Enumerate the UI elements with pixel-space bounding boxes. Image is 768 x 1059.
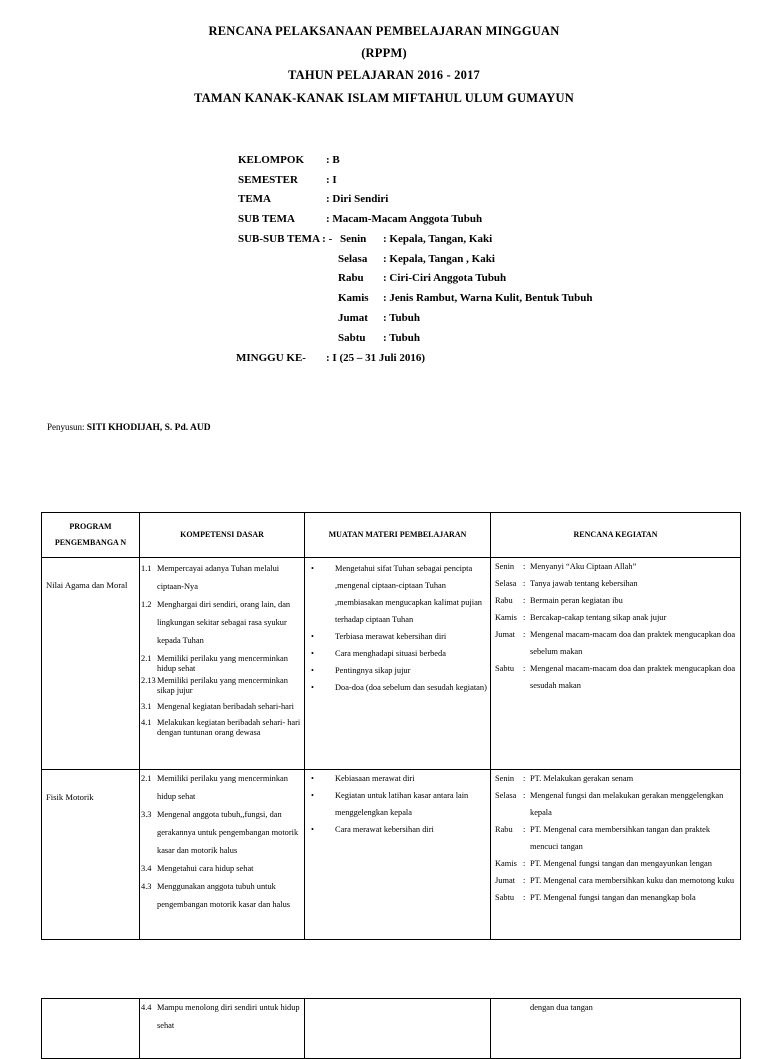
school-name: TAMAN KANAK-KANAK ISLAM MIFTAHUL ULUM GUMAYUN <box>194 91 574 105</box>
rk-item: Selasa : Mengenal fungsi dan melakukan gerakan menggelengkan kepala <box>495 791 724 817</box>
day-selasa: Selasa <box>338 253 368 265</box>
kd-item: 1.1 Mempercayai adanya Tuhan melalui ciptaan-Nya <box>141 564 280 591</box>
kelompok-value: : B <box>326 154 340 166</box>
table-row <box>42 770 741 940</box>
header-mm: MUATAN MATERI PEMBELAJARAN <box>305 513 491 558</box>
semester-value: : I <box>326 174 337 186</box>
day-sabtu-value: : Tubuh <box>383 332 421 344</box>
minggu-value: : I (25 – 31 Juli 2016) <box>326 352 425 364</box>
rk-item: Rabu : Bermain peran kegiatan ibu <box>495 596 623 605</box>
mm-item: • Pentingnya sikap jujur <box>311 666 411 675</box>
doc-title: RENCANA PELAKSANAAN PEMBELAJARAN MINGGUAN <box>208 24 560 38</box>
kd-item: 4.4 Mampu menolong diri sendiri untuk hidup sehat <box>141 1003 300 1030</box>
subsubtema-label: SUB-SUB TEMA : - <box>238 233 333 245</box>
rk-item: Sabtu : PT. Mengenal fungsi tangan dan menangkap bola <box>495 893 696 902</box>
rk-item: Selasa : Tanya jawab tentang kebersihan <box>495 579 638 588</box>
kd-item: 2.1 Memiliki perilaku yang mencerminkan hidup sehat <box>141 774 288 801</box>
kd-item: 2.1 Memiliki perilaku yang mencerminkan hidup sehat <box>141 654 288 673</box>
subtema-value: : Macam-Macam Anggota Tubuh <box>326 213 483 225</box>
day-rabu-value: : Ciri-Ciri Anggota Tubuh <box>383 272 507 284</box>
mm-item: • Kegiatan untuk latihan kasar antara lain menggelengkan kepala <box>311 791 469 817</box>
day-jumat: Jumat <box>338 312 368 324</box>
rk-item: Kamis : Bercakap-cakap tentang sikap anak jujur <box>495 613 667 622</box>
header-program: PROGRAM PENGEMBANGA N <box>42 513 140 558</box>
rk-item: Jumat : PT. Mengenal cara membersihkan kuku dan memotong kuku <box>495 876 735 885</box>
kd-item: 4.3 Menggunakan anggota tubuh untuk pengembangan motorik kasar dan halus <box>141 882 291 909</box>
mm-item: • Doa-doa (doa sebelum dan sesudah kegiatan) <box>311 683 487 692</box>
author-name: SITI KHODIJAH, S. Pd. AUD <box>86 423 211 433</box>
kd-cell <box>140 770 305 940</box>
kelompok-label: KELOMPOK <box>238 154 304 166</box>
day-selasa-value: : Kepala, Tangan , Kaki <box>383 253 495 265</box>
program-cell <box>42 999 140 1059</box>
tema-value: : Diri Sendiri <box>326 193 389 205</box>
rppm-table-continuation <box>41 998 741 1059</box>
mm-item: • Mengetahui sifat Tuhan sebagai pencipta ,mengenal ciptaan-ciptaan Tuhan ,membiasakan mengucapkan kalimat pujian terhadap ciptaan Tuhan <box>311 564 482 624</box>
rk-item: dengan dua tangan <box>530 1003 593 1012</box>
header-kd: KOMPETENSI DASAR <box>140 513 305 558</box>
tema-label: TEMA <box>238 193 271 205</box>
doc-subtitle: (RPPM) <box>361 46 407 60</box>
kd-item: 1.2 Menghargai diri sendiri, orang lain, dan lingkungan sekitar sebagai rasa syukur kepada Tuhan <box>141 600 291 645</box>
rk-item: Rabu : PT. Mengenal cara membersihkan tangan dan praktek mencuci tangan <box>495 825 711 851</box>
rk-item: Jumat : Mengenal macam-macam doa dan praktek mengucapkan doa sebelum makan <box>495 630 736 656</box>
day-rabu: Rabu <box>338 272 364 284</box>
day-senin-value: : Kepala, Tangan, Kaki <box>383 233 493 245</box>
kd-item: 3.3 Mengenal anggota tubuh,,fungsi, dan gerakannya untuk pengembangan motorik kasar dan motorik halus <box>141 810 299 855</box>
day-jumat-value: : Tubuh <box>383 312 421 324</box>
kd-item: 3.1 Mengenal kegiatan beribadah sehari-hari <box>141 702 294 711</box>
mm-cell <box>305 999 491 1059</box>
mm-item: • Cara merawat kebersihan diri <box>311 825 434 834</box>
rk-item: Senin : Menyanyi “Aku Ciptaan Allah” <box>495 562 637 571</box>
subtema-label: SUB TEMA <box>238 213 295 225</box>
kd-item: 3.4 Mengetahui cara hidup sehat <box>141 864 254 873</box>
rk-item: Sabtu : Mengenal macam-macam doa dan praktek mengucapkan doa sesudah makan <box>495 664 736 690</box>
day-senin: Senin <box>340 233 367 245</box>
rk-cell <box>491 770 741 940</box>
day-sabtu: Sabtu <box>338 332 366 344</box>
program-cell: Fisik Motorik <box>42 770 140 940</box>
header-rk: RENCANA KEGIATAN <box>491 513 741 558</box>
author-line <box>47 422 211 433</box>
mm-item: • Cara menghadapi situasi berbeda <box>311 649 446 658</box>
semester-label: SEMESTER <box>238 174 298 186</box>
kd-item: 2.13 Memiliki perilaku yang mencerminkan sikap jujur <box>141 676 288 695</box>
table-row <box>42 558 741 770</box>
mm-item: • Kebiasaan merawat diri <box>311 774 415 783</box>
mm-item: • Terbiasa merawat kebersihan diri <box>311 632 447 641</box>
kd-cell <box>140 999 305 1059</box>
kd-item: 4.1 Melakukan kegiatan beribadah sehari- hari dengan tuntunan orang dewasa <box>141 718 301 737</box>
kd-cell <box>140 558 305 770</box>
rk-cell <box>491 558 741 770</box>
mm-cell <box>305 558 491 770</box>
table-row <box>42 999 741 1059</box>
author-label: Penyusun: <box>47 422 85 432</box>
minggu-label: MINGGU KE- <box>236 352 306 364</box>
table-header-row <box>42 513 741 558</box>
program-cell: Nilai Agama dan Moral <box>42 558 140 770</box>
rk-item: Kamis : PT. Mengenal fungsi tangan dan mengayunkan lengan <box>495 859 712 868</box>
rppm-table <box>41 512 741 940</box>
rk-cell <box>491 999 741 1059</box>
academic-year: TAHUN PELAJARAN 2016 - 2017 <box>288 68 480 82</box>
day-kamis-value: : Jenis Rambut, Warna Kulit, Bentuk Tubuh <box>383 292 593 304</box>
mm-cell <box>305 770 491 940</box>
rk-item: Senin : PT. Melakukan gerakan senam <box>495 774 634 783</box>
day-kamis: Kamis <box>338 292 369 304</box>
